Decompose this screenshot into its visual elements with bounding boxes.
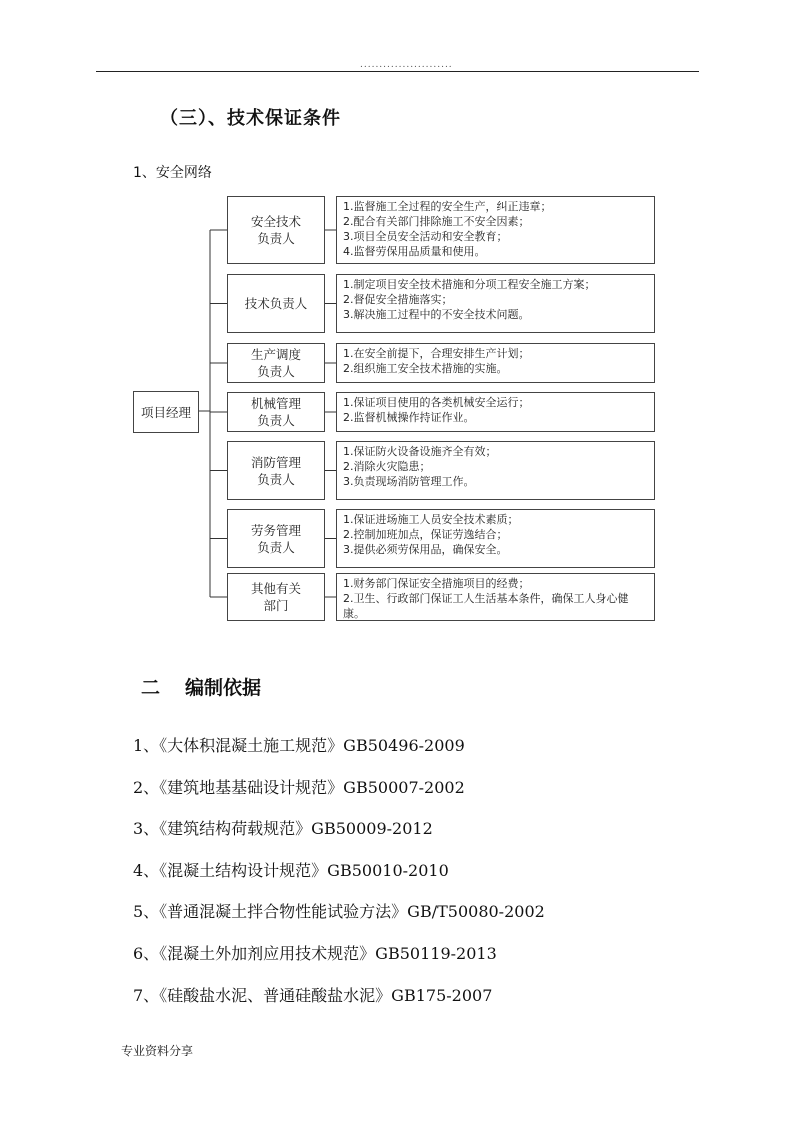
role-box bbox=[227, 274, 325, 333]
reference-item: 7、《硅酸盐水泥、普通硅酸盐水泥》GB175-2007 bbox=[133, 986, 493, 1005]
role-label-line: 劳务管理 bbox=[250, 522, 301, 538]
duty-item: 2.督促安全措施落实； bbox=[343, 293, 453, 306]
duty-item: 3.提供必须劳保用品，确保安全。 bbox=[343, 543, 508, 556]
role-label-line: 技术负责人 bbox=[244, 296, 308, 311]
duty-item: 1.保证进场施工人员安全技术素质； bbox=[343, 513, 519, 526]
heading-basis bbox=[141, 673, 261, 700]
duty-item: 2.控制加班加点，保证劳逸结合； bbox=[343, 528, 508, 541]
reference-item: 3、《建筑结构荷载规范》GB50009-2012 bbox=[133, 819, 433, 838]
duty-item: 2.组织施工安全技术措施的实施。 bbox=[343, 362, 508, 375]
section-title: （三）、技术保证条件 bbox=[160, 108, 341, 129]
duty-item: 2.卫生、行政部门保证工人生活基本条件，确保工人身心健康。 bbox=[343, 592, 629, 620]
role-box bbox=[227, 573, 325, 621]
role-box bbox=[227, 343, 325, 383]
duty-item: 1.财务部门保证安全措施项目的经费； bbox=[343, 577, 530, 590]
header-rule bbox=[96, 71, 699, 72]
role-box bbox=[227, 392, 325, 432]
duty-item: 3.项目全员安全活动和安全教育； bbox=[343, 230, 508, 243]
duty-box bbox=[336, 441, 655, 500]
duty-item: 2.消除火灾隐患； bbox=[343, 460, 431, 473]
duty-box bbox=[336, 509, 655, 568]
duty-box bbox=[336, 274, 655, 333]
duty-item: 3.负责现场消防管理工作。 bbox=[343, 475, 475, 488]
reference-item: 4、《混凝土结构设计规范》GB50010-2010 bbox=[133, 861, 449, 880]
subsection-title: 1、安全网络 bbox=[133, 165, 212, 181]
reference-item: 6、《混凝土外加剂应用技术规范》GB50119-2013 bbox=[133, 944, 497, 963]
role-box bbox=[227, 509, 325, 568]
reference-item: 2、《建筑地基基础设计规范》GB50007-2002 bbox=[133, 778, 465, 797]
duty-box bbox=[336, 196, 655, 264]
reference-item: 1、《大体积混凝土施工规范》GB50496-2009 bbox=[133, 736, 465, 755]
role-label-line: 消防管理 bbox=[250, 454, 301, 470]
project-manager-label: 项目经理 bbox=[140, 405, 191, 420]
duty-box bbox=[336, 343, 655, 383]
role-label-line: 机械管理 bbox=[250, 396, 301, 411]
duty-box bbox=[336, 392, 655, 432]
role-label-line: 部门 bbox=[263, 598, 289, 613]
role-label-line: 负责人 bbox=[257, 413, 295, 428]
role-box bbox=[227, 441, 325, 500]
role-label-line: 其他有关 bbox=[250, 581, 301, 596]
heading-number: 二 bbox=[141, 677, 161, 699]
role-box bbox=[227, 196, 325, 264]
role-label-line: 负责人 bbox=[257, 231, 295, 246]
role-label-line: 负责人 bbox=[257, 539, 295, 555]
duty-item: 1.监督施工全过程的安全生产，纠正违章； bbox=[343, 200, 552, 213]
duty-item: 2.监督机械操作持证作业。 bbox=[343, 411, 475, 424]
reference-item: 5、《普通混凝土拌合物性能试验方法》GB/T50080-2002 bbox=[133, 902, 545, 921]
role-label-line: 生产调度 bbox=[250, 347, 301, 362]
heading-title: 编制依据 bbox=[185, 677, 262, 699]
role-label-line: 负责人 bbox=[257, 471, 295, 487]
duty-item: 1.在安全前提下，合理安排生产计划； bbox=[343, 347, 530, 360]
header-dots: ........................ bbox=[360, 60, 453, 70]
duty-item: 1.制定项目安全技术措施和分项工程安全施工方案； bbox=[343, 278, 596, 291]
project-manager-box bbox=[133, 391, 199, 433]
duty-item: 1.保证防火设备设施齐全有效； bbox=[343, 445, 497, 458]
role-label-line: 安全技术 bbox=[250, 214, 301, 229]
footer-text: 专业资料分享 bbox=[121, 1044, 194, 1058]
duty-box bbox=[336, 573, 655, 621]
duty-item: 2.配合有关部门排除施工不安全因素； bbox=[343, 215, 530, 228]
duty-item: 1.保证项目使用的各类机械安全运行； bbox=[343, 396, 530, 409]
role-label-line: 负责人 bbox=[257, 364, 295, 379]
duty-item: 4.监督劳保用品质量和使用。 bbox=[343, 245, 486, 258]
duty-item: 3.解决施工过程中的不安全技术问题。 bbox=[343, 308, 530, 321]
